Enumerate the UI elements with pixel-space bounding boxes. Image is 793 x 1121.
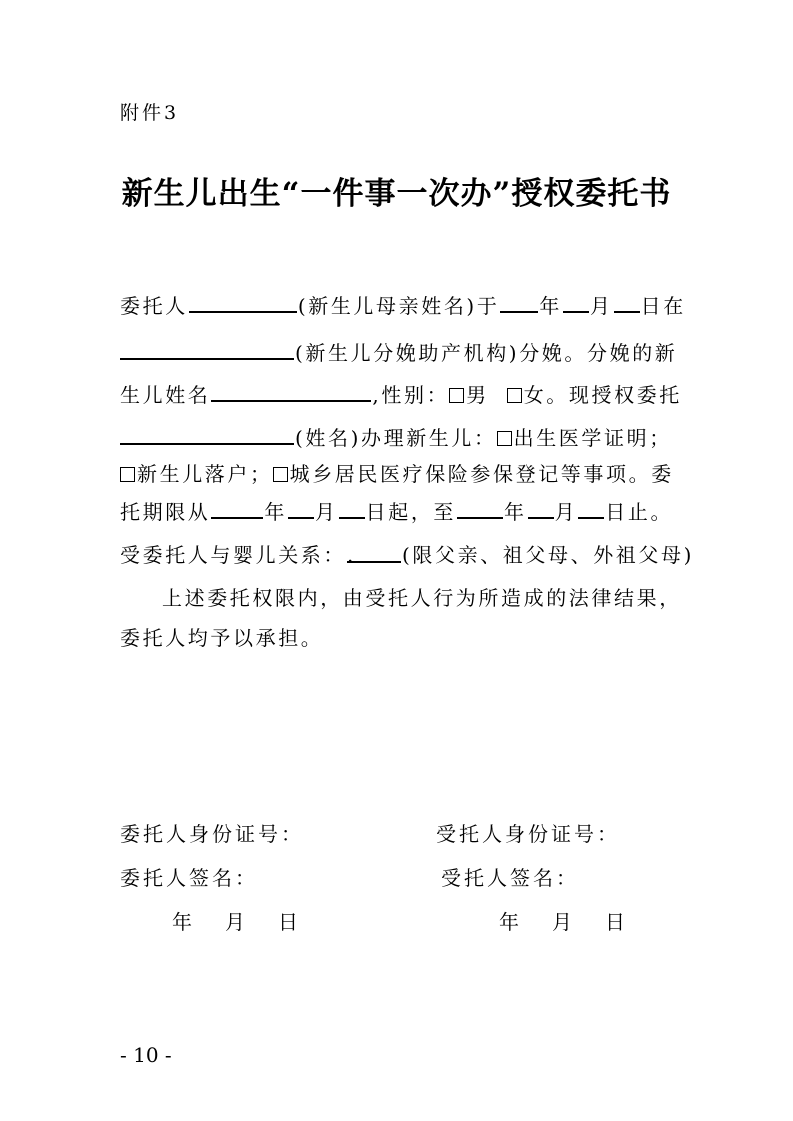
end-year-blank[interactable] xyxy=(457,499,503,519)
text-year: 年 xyxy=(504,500,527,524)
text-agent-note: (姓名)办理新生儿： xyxy=(295,426,497,450)
body-line-4 xyxy=(120,422,672,451)
text-mother-name-note: (新生儿母亲姓名)于 xyxy=(297,294,500,318)
body-line-7 xyxy=(120,539,694,568)
mother-name-blank[interactable] xyxy=(189,293,297,313)
text-year: 年 xyxy=(539,294,563,318)
date-year: 年 xyxy=(499,910,522,934)
birth-month-blank[interactable] xyxy=(563,293,589,313)
body-line-9 xyxy=(120,622,323,651)
date-year: 年 xyxy=(172,910,195,934)
date-day: 日 xyxy=(278,910,301,934)
female-label: 女。现授权委托 xyxy=(523,383,682,407)
start-month-blank[interactable] xyxy=(288,499,314,519)
text-legal-consequence: 上述委托权限内，由受托人行为所造成的法律结果， xyxy=(162,586,682,610)
text-baby-name: 生儿姓名 xyxy=(120,383,211,407)
birth-year-blank[interactable] xyxy=(500,293,538,313)
text-gender: ,性别： xyxy=(372,383,450,407)
medical-insurance-checkbox[interactable] xyxy=(273,467,288,482)
birth-certificate-checkbox[interactable] xyxy=(497,431,512,446)
text-month: 月 xyxy=(590,294,613,318)
text-institution-note: (新生儿分娩助产机构)分娩。分娩的新 xyxy=(295,341,678,365)
birth-day-blank[interactable] xyxy=(614,293,640,313)
text-month: 月 xyxy=(554,500,578,524)
body-line-3 xyxy=(120,379,682,408)
agent-id-label: 受托人身份证号： xyxy=(436,822,620,846)
document-title: 新生儿出生“一件事一次办”授权委托书 xyxy=(121,176,672,212)
male-checkbox[interactable] xyxy=(449,388,464,403)
text-day-end: 日止。 xyxy=(605,500,674,524)
household-registration-label: 新生儿落户； xyxy=(137,462,273,486)
agent-date xyxy=(499,906,628,935)
text-relationship: 受委托人与婴儿关系： xyxy=(120,543,346,567)
date-day: 日 xyxy=(605,910,628,934)
principal-id-label: 委托人身份证号： xyxy=(120,822,304,846)
start-day-blank[interactable] xyxy=(339,499,365,519)
text-day-at: 日在 xyxy=(640,294,686,318)
principal-signature-label: 委托人签名： xyxy=(120,866,258,890)
body-line-2 xyxy=(120,337,677,366)
female-checkbox[interactable] xyxy=(507,388,522,403)
text-year: 年 xyxy=(264,500,288,524)
date-month: 月 xyxy=(552,910,575,934)
household-registration-checkbox[interactable] xyxy=(120,467,135,482)
institution-blank[interactable] xyxy=(120,340,294,360)
body-line-8 xyxy=(162,582,682,611)
birth-certificate-label: 出生医学证明； xyxy=(513,426,672,450)
text-relationship-note: (限父亲、祖父母、外祖父母) xyxy=(402,543,695,567)
text-bear-responsibility: 委托人均予以承担。 xyxy=(120,626,324,650)
agent-name-blank[interactable] xyxy=(120,425,294,445)
attachment-label: 附件3 xyxy=(120,102,180,124)
body-line-5 xyxy=(120,458,674,487)
end-month-blank[interactable] xyxy=(528,499,554,519)
date-month: 月 xyxy=(225,910,248,934)
relationship-dot: . xyxy=(347,543,356,567)
page-number: - 10 - xyxy=(120,1043,172,1067)
relationship-blank[interactable] xyxy=(347,543,401,567)
text-month: 月 xyxy=(315,500,338,524)
agent-signature-label: 受托人签名： xyxy=(441,866,579,890)
start-year-blank[interactable] xyxy=(211,499,263,519)
body-line-6 xyxy=(120,496,673,525)
end-day-blank[interactable] xyxy=(578,499,604,519)
baby-name-blank[interactable] xyxy=(211,382,371,402)
body-line-1 xyxy=(120,290,686,319)
text-principal: 委托人 xyxy=(120,294,188,318)
text-period-from: 托期限从 xyxy=(120,500,211,524)
male-label: 男 xyxy=(466,383,489,407)
medical-insurance-label: 城乡居民医疗保险参保登记等事项。委 xyxy=(289,462,674,486)
text-day-to: 日起，至 xyxy=(365,500,457,524)
principal-date xyxy=(172,906,301,935)
